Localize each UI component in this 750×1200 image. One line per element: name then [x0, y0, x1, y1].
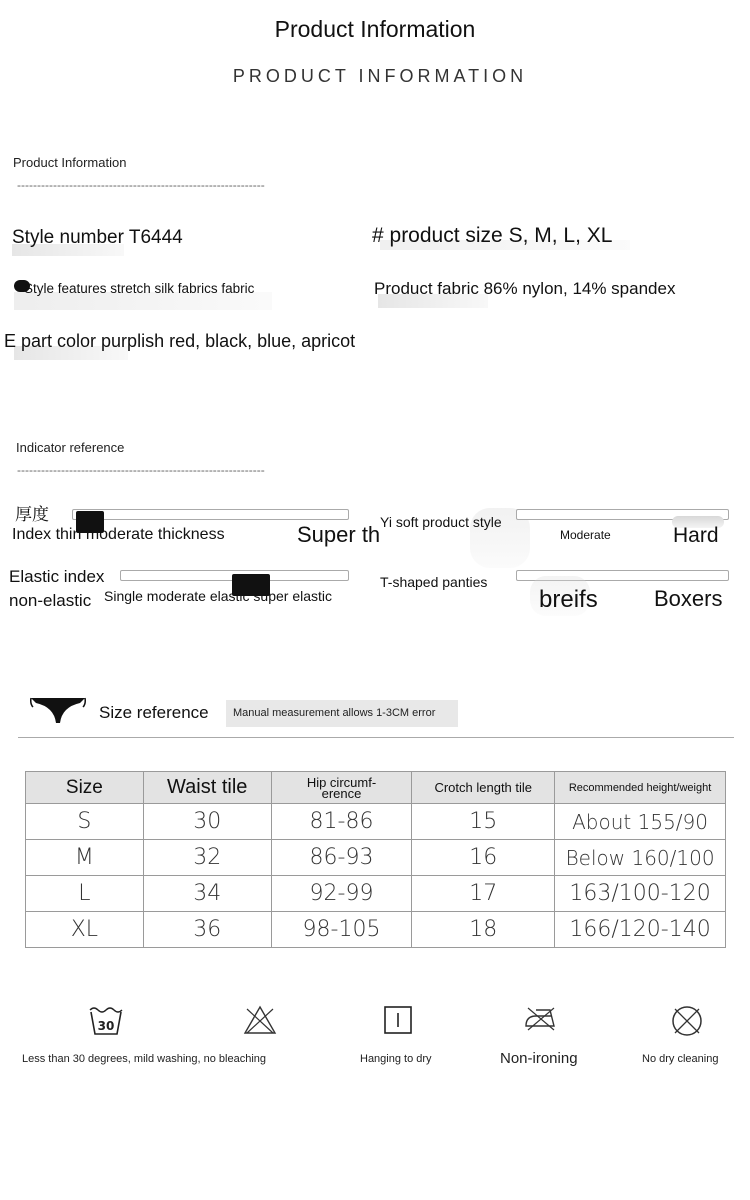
- no-iron-icon: [524, 1006, 558, 1032]
- table-row: [26, 804, 726, 840]
- size-note: Manual measurement allows 1-3CM error: [233, 707, 436, 719]
- cell-waist: 34: [143, 876, 271, 912]
- header-hip: [271, 772, 412, 804]
- no-dry-clean-icon: [670, 1004, 704, 1038]
- indicator-divider: --------------------------------------------------------------: [17, 463, 265, 477]
- cell-size: L: [26, 876, 144, 912]
- cell-hip: 92-99: [271, 876, 412, 912]
- header-crotch: Crotch length tile: [412, 772, 555, 804]
- header-recommended: Recommended height/weight: [555, 772, 726, 804]
- product-fabric: Product fabric 86% nylon, 14% spandex: [374, 279, 676, 298]
- cell-crotch: 17: [412, 876, 555, 912]
- cell-crotch: 15: [412, 804, 555, 840]
- style-number: Style number T6444: [12, 227, 183, 248]
- header-waist: Waist tile: [143, 772, 271, 804]
- page-title: Product Information: [274, 16, 476, 42]
- table-row: [26, 876, 726, 912]
- cell-crotch: 16: [412, 840, 555, 876]
- cell-crotch: 18: [412, 912, 555, 948]
- cell-recommended: Below 160/100: [555, 840, 726, 876]
- cell-recommended: 166/120-140: [555, 912, 726, 948]
- care-wash-label: Less than 30 degrees, mild washing, no bleaching: [22, 1053, 266, 1065]
- cell-size: M: [26, 840, 144, 876]
- care-dry-clean-label: No dry cleaning: [642, 1053, 719, 1065]
- thickness-scale-bar: [72, 509, 349, 520]
- thickness-scale-labels: Index thin moderate thickness: [12, 526, 225, 543]
- size-table: [25, 771, 726, 948]
- cell-waist: 30: [143, 804, 271, 840]
- table-row: [26, 912, 726, 948]
- cell-size: S: [26, 804, 144, 840]
- table-row: [26, 840, 726, 876]
- cell-waist: 36: [143, 912, 271, 948]
- type-boxers: Boxers: [654, 586, 723, 611]
- style-features: Style features stretch silk fabrics fabric: [24, 281, 255, 296]
- product-size: # product size S, M, L, XL: [372, 224, 613, 247]
- hang-dry-icon: [383, 1005, 413, 1035]
- size-divider: [18, 737, 734, 738]
- cell-hip: 98-105: [271, 912, 412, 948]
- cell-recommended: 163/100-120: [555, 876, 726, 912]
- style-moderate: Moderate: [560, 528, 611, 542]
- wash-30-icon: [88, 1004, 124, 1036]
- style-label: Yi soft product style: [380, 514, 502, 530]
- part-color: E part color purplish red, black, blue, apricot: [4, 331, 356, 351]
- cell-size: XL: [26, 912, 144, 948]
- wash-temperature: 30: [97, 1019, 115, 1033]
- size-reference-title: Size reference: [99, 703, 209, 722]
- indicator-section-label: Indicator reference: [16, 440, 125, 455]
- style-hard: Hard: [673, 524, 719, 547]
- header-hip-line2: erence: [321, 785, 362, 801]
- cell-hip: 81-86: [271, 804, 412, 840]
- header-hip-line1: Hip circumf-: [306, 774, 377, 790]
- cell-recommended: About 155/90: [555, 804, 726, 840]
- cell-hip: 86-93: [271, 840, 412, 876]
- product-info-divider: --------------------------------------------------------------: [17, 178, 265, 192]
- type-label: T-shaped panties: [380, 574, 488, 590]
- type-breifs: breifs: [539, 586, 598, 613]
- care-hang-label: Hanging to dry: [360, 1053, 432, 1065]
- elastic-title: Elastic index: [9, 567, 105, 586]
- panties-icon: [30, 695, 86, 729]
- elastic-nonelastic: non-elastic: [9, 591, 92, 610]
- product-info-section-label: Product Information: [13, 155, 127, 170]
- size-table-header: [26, 772, 726, 804]
- no-bleach-icon: [243, 1005, 277, 1035]
- header-size: Size: [26, 772, 144, 804]
- page-subtitle: PRODUCT INFORMATION: [232, 66, 528, 86]
- thickness-overflow-label: Super th: [297, 522, 380, 547]
- thickness-title-glyph: 厚度: [15, 505, 49, 525]
- cell-waist: 32: [143, 840, 271, 876]
- care-iron-label: Non-ironing: [500, 1050, 578, 1067]
- elastic-scale-labels: Single moderate elastic super elastic: [104, 588, 333, 604]
